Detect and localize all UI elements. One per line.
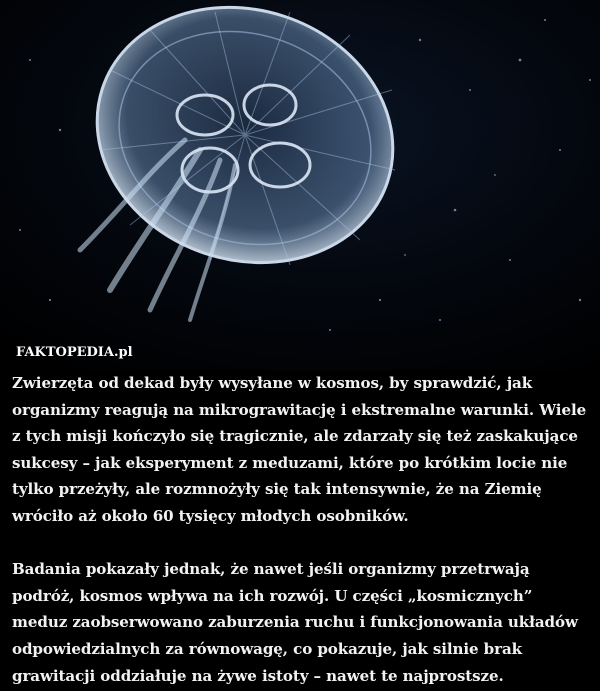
caption-paragraph: Zwierzęta od dekad były wysyłane w kosmos, by sprawdzić, jak organizmy reagują na mikrograwitację i ekstremalne warunki. Wiele z tych misji kończyło się tragicznie, ale zdarzały się też zaskakujące sukcesy – jak eksperyment z meduzami, które po krótkim locie nie tylko przeżyły, ale rozmnożyły się tak intensywnie, że na Ziemię wróciło aż około 60 tysięcy młodych osobników. <box>12 374 587 525</box>
faktopedia-watermark: FAKTOPEDIA.pl <box>16 345 133 360</box>
caption-text <box>12 370 592 689</box>
caption-paragraph: Badania pokazały jednak, że nawet jeśli organizmy przetrwają podróż, kosmos wpływa na ich rozwój. U części „kosmicznych” meduz zaobserwowano zaburzenia ruchu i funkcjonowania układów odpowiedzialnych za równowagę, co pokazuje, jak silnie brak grawitacji oddziałuje na żywe istoty – nawet te najprostsze. <box>12 560 578 685</box>
